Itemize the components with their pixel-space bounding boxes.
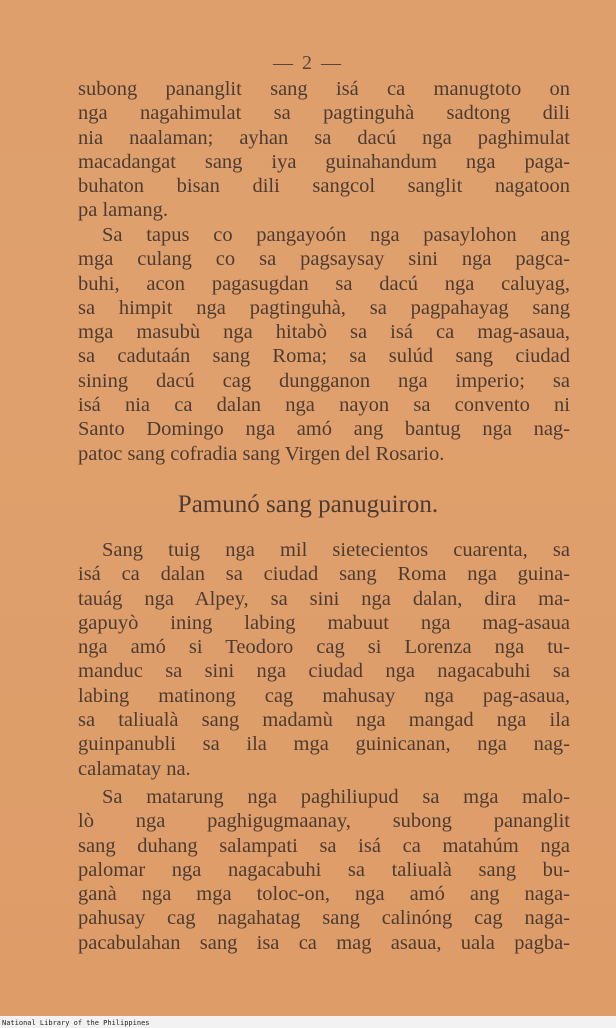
text-line: manduc sa sini nga ciudad nga nagacabuhi sa (78, 660, 570, 683)
text-line: ganà nga mga toloc-on, nga amó ang naga- (78, 883, 570, 906)
text-line: tauág nga Alpey, sa sini nga dalan, dira ma- (78, 587, 570, 610)
text-line: labing matinong cag mahusay nga pag-asaua, (78, 684, 570, 707)
text-line: nia naalaman; ayhan sa dacú nga paghimulat (78, 126, 570, 149)
text-line: sa taliualà sang madamù nga mangad nga ila (78, 709, 570, 732)
library-credit: National Library of the Philippines (2, 1019, 150, 1027)
section-heading: Pamunó sang panuguiron. (177, 491, 439, 518)
text-line: palomar nga nagacabuhi sa taliualà sang bu- (78, 858, 570, 881)
text-line: sining dacú cag dungganon nga imperio; sa (78, 369, 570, 392)
text-line: guinpanubli sa ila mga guinicanan, nga nag- (78, 733, 570, 756)
text-line: macadangat sang iya guinahandum nga paga- (78, 150, 570, 173)
text-line: isá ca dalan sa ciudad sang Roma nga guina- (78, 563, 570, 586)
text-line: sa himpit nga pagtinguhà, sa pagpahayag sang (78, 296, 570, 319)
text-line: nga amó si Teodoro cag si Lorenza nga tu- (78, 636, 570, 659)
text-line: Santo Domingo nga amó ang bantug nga nag- (78, 418, 570, 441)
text-line: nga nagahimulat sa pagtinguhà sadtong dili (78, 102, 570, 125)
text-line: Sa tapus co pangayoón nga pasaylohon ang (102, 224, 570, 246)
page-number: — 2 — (273, 52, 343, 74)
text-line: gapuyò ining labing mabuut nga mag-asaua (78, 611, 570, 634)
paragraph-2 (78, 223, 570, 466)
text-line: Sa matarung nga paghiliupud sa mga malo- (102, 786, 570, 808)
paragraph-4 (78, 785, 570, 955)
text-line: mga culang co sa pagsaysay sini nga pagca- (78, 248, 570, 271)
text-line: buhaton bisan dili sangcol sanglit nagatoon (78, 175, 570, 198)
text-line: sang duhang salampati sa isá ca matahúm nga (78, 834, 570, 857)
paragraph-1 (78, 77, 570, 223)
text-line: pacabulahan sang isa ca mag asaua, uala pagba- (78, 931, 570, 954)
text-line: calamatay na. (78, 757, 191, 780)
text-line: subong pananglit sang isá ca manugtoto on (78, 78, 570, 100)
text-line: Sang tuig nga mil sietecientos cuarenta, sa (102, 539, 570, 561)
paragraph-3 (78, 538, 570, 781)
text-line: sa cadutaán sang Roma; sa sulúd sang ciudad (78, 345, 570, 368)
text-line: lò nga paghigugmaanay, subong pananglit (78, 810, 570, 833)
text-line: mga masubù nga hitabò sa isá ca mag-asaua, (78, 321, 570, 344)
text-line: isá nia ca dalan nga nayon sa convento ni (78, 394, 570, 417)
text-line: patoc sang cofradia sang Virgen del Rosario. (78, 442, 445, 465)
text-line: pa lamang. (78, 199, 168, 222)
text-line: pahusay cag nagahatag sang calinóng cag naga- (78, 907, 570, 930)
text-line: buhi, acon pagasugdan sa dacú nga caluyag, (78, 272, 570, 295)
